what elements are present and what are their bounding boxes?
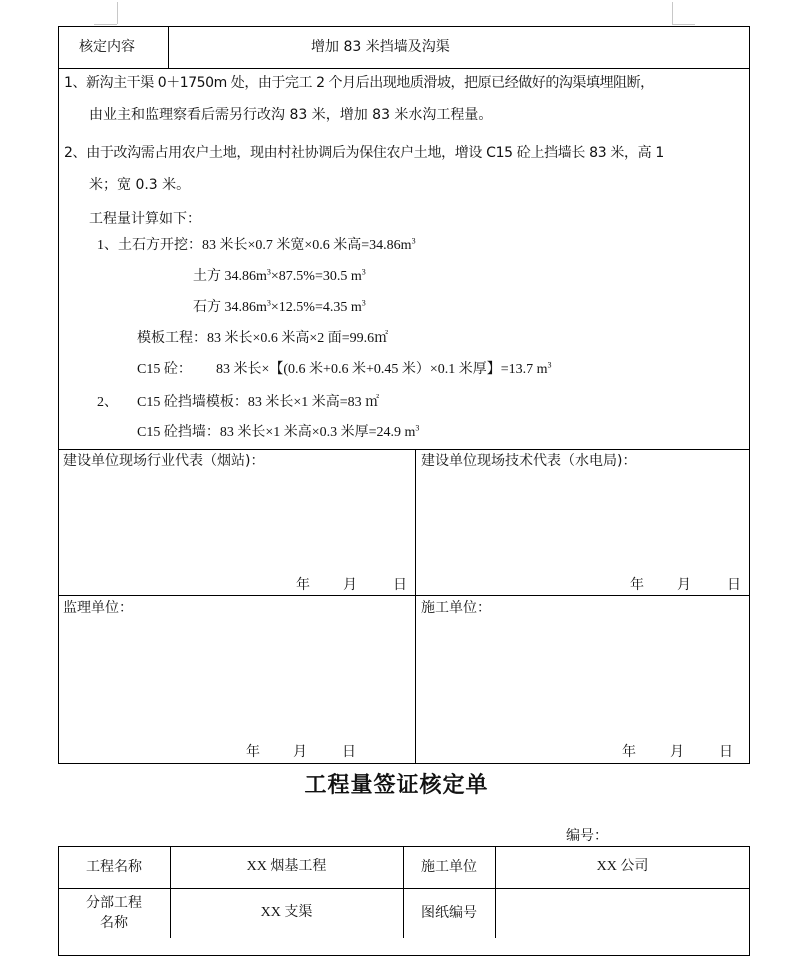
calc1-excavation	[97, 238, 416, 254]
unit-sup: 3	[361, 298, 366, 308]
calc-heading: 工程量计算如下：	[89, 211, 201, 227]
unit-sup: 3	[547, 360, 552, 370]
page-corner-mark	[672, 2, 673, 24]
wall-calc	[137, 425, 419, 441]
contractor-label: 施工单位：	[421, 600, 491, 616]
sub-project-label-line2: 名称	[100, 915, 128, 931]
soil-text: 土方 34.86m	[193, 269, 267, 284]
table-divider	[168, 26, 169, 69]
date-year: 年	[296, 577, 310, 593]
date-year: 年	[246, 744, 260, 760]
owner-tech-rep-label: 建设单位现场技术代表（水电局)：	[421, 453, 637, 469]
soil-calc	[193, 269, 366, 285]
date-month: 月	[677, 577, 691, 593]
date-year: 年	[630, 577, 644, 593]
rock-text: 石方 34.86m	[193, 300, 267, 315]
page-corner-mark	[117, 2, 118, 24]
date-day: 日	[393, 577, 407, 593]
date-day: 日	[727, 577, 741, 593]
wall-text: C15 砼挡墙：83 米长×1 米高×0.3 米厚=24.9 m	[137, 425, 416, 440]
date-year: 年	[622, 744, 636, 760]
number-label: 编号：	[566, 828, 608, 844]
date-month: 月	[343, 577, 357, 593]
table-divider	[415, 449, 416, 764]
content-label: 核定内容	[79, 39, 135, 55]
page-corner-mark	[672, 24, 695, 25]
soil-result: ×87.5%=30.5 m	[270, 269, 362, 284]
wall-formwork-calc: C15 砼挡墙模板：83 米长×1 米高=83 ㎡	[137, 395, 380, 410]
unit-sup: 3	[415, 423, 420, 433]
unit-sup: 3	[361, 267, 366, 277]
c15-formula: 83 米长×【(0.6 米+0.6 米+0.45 米）×0.1 米厚】=13.7 m	[216, 362, 548, 377]
formwork-calc: 模板工程：83 米长×0.6 米高×2 面=99.6㎡	[137, 331, 389, 346]
date-day: 日	[342, 744, 356, 760]
rock-result: ×12.5%=4.35 m	[270, 300, 362, 315]
owner-industry-rep-label: 建设单位现场行业代表（烟站)：	[63, 453, 265, 469]
table-divider	[58, 888, 750, 889]
drawing-number-label: 图纸编号	[421, 905, 477, 921]
item2-line1: 2、由于改沟需占用农户土地，现由村社协调后为保住农户土地，增设 C15 砼上挡墙长 83 米，高 1	[64, 145, 664, 161]
c15-calc	[216, 362, 552, 378]
project-name-value: XX 烟基工程	[246, 859, 327, 874]
calc1-text: 1、土石方开挖：83 米长×0.7 米宽×0.6 米高=34.86m	[97, 238, 412, 253]
date-month: 月	[670, 744, 684, 760]
project-name-label: 工程名称	[86, 859, 142, 875]
table-divider	[58, 449, 750, 450]
unit-sup: 3	[411, 236, 416, 246]
date-month: 月	[293, 744, 307, 760]
content-value: 增加 83 米挡墙及沟渠	[311, 39, 450, 55]
item1-line1: 1、新沟主干渠 0＋1750m 处，由于完工 2 个月后出现地质滑坡，把原已经做好的沟渠填埋阻断，	[64, 75, 654, 91]
contractor-name-value: XX 公司	[596, 859, 649, 874]
unit-sup: 3	[266, 267, 271, 277]
item2-line2: 米；宽 0.3 米。	[89, 177, 191, 193]
calc2-number: 2、	[97, 395, 118, 410]
rock-calc	[193, 300, 366, 316]
c15-label: C15 砼：	[137, 362, 192, 377]
sub-project-label-line1: 分部工程	[86, 895, 142, 911]
table-divider	[58, 595, 750, 596]
table-divider	[58, 68, 750, 69]
supervisor-label: 监理单位：	[63, 600, 133, 616]
contractor-name-label: 施工单位	[421, 859, 477, 875]
form-title: 工程量签证核定单	[304, 773, 489, 798]
unit-sup: 3	[266, 298, 271, 308]
page-corner-mark	[94, 24, 117, 25]
item1-line2: 由业主和监理察看后需另行改沟 83 米，增加 83 米水沟工程量。	[89, 107, 493, 123]
sub-project-value: XX 支渠	[260, 905, 313, 920]
date-day: 日	[719, 744, 733, 760]
